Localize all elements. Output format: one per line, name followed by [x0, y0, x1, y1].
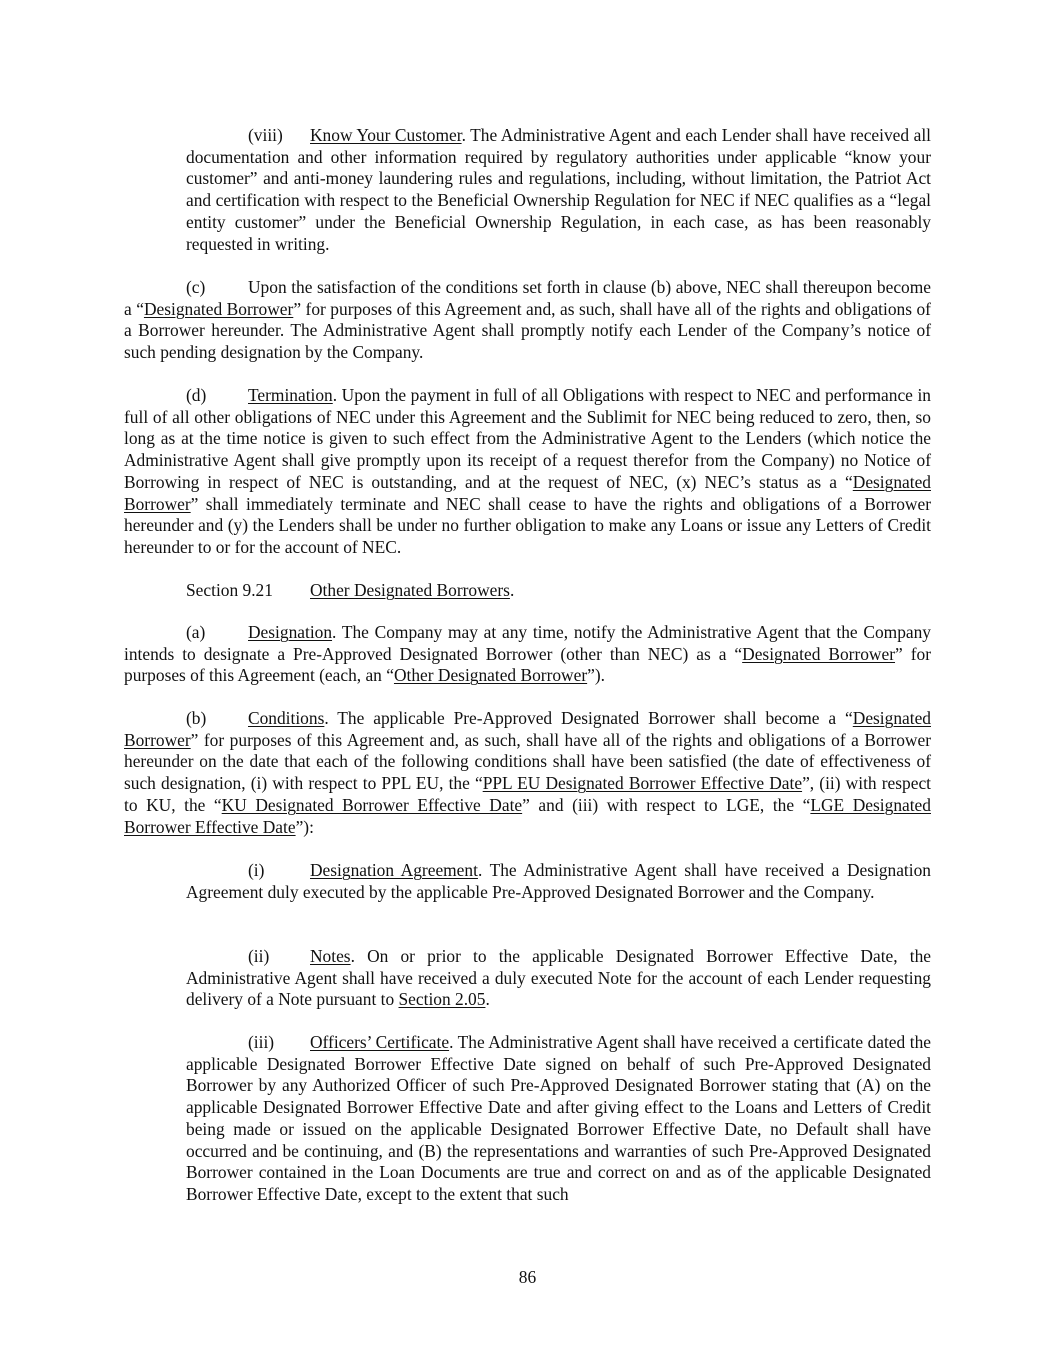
defined-term: PPL EU Designated Borrower Effective Date [482, 773, 803, 794]
clause-iii-officers-certificate [186, 1032, 931, 1206]
defined-term: Designated Borrower [143, 298, 294, 319]
clause-number: (b) [186, 708, 207, 728]
clause-heading: Designation Agreement [310, 860, 478, 880]
clause-text: . The Company may at any time, notify the Administrative Agent that the Company intends to designate a Pre-Approved Designated Borrower (other than NEC) as a “ [124, 622, 931, 664]
clause-i-designation-agreement [186, 860, 931, 903]
clause-text: . The applicable Pre-Approved Designated Borrower shall become a “ [324, 708, 853, 728]
clause-text: . Upon the payment in full of all Obligations with respect to NEC and performance in full of all other obligations of NEC under this Agreement and the Sublimit for NEC being reduced to zero, then, so long as at the time notice is given to such effect from the Administrative Agent to the Lenders (which notice the Administrative Agent shall give promptly upon its receipt of a request therefor from the Company) no Notice of Borrowing in respect of NEC is outstanding, and at the request of NEC, (x) NEC’s status as a “ [124, 385, 931, 492]
clause-number: (a) [186, 622, 206, 642]
defined-term: KU Designated Borrower Effective Date [221, 794, 523, 815]
clause-number: (c) [186, 277, 206, 297]
clause-text: ”): [295, 816, 314, 837]
defined-term: Designated Borrower [124, 471, 931, 514]
clause-text: ” for purposes of this Agreement (each, an “ [124, 643, 931, 686]
clause-d-termination [124, 385, 931, 559]
clause-text: . The Administrative Agent shall have received a Designation Agreement duly executed by the applicable Pre-Approved Designated Borrower and the Company. [186, 860, 931, 902]
clause-viii-know-your-customer [186, 125, 931, 255]
clause-number: (ii) [248, 946, 270, 966]
clause-text: ” for purposes of this Agreement and, as such, shall have all of the rights and obligations of a Borrower hereunder on the date that each of the following conditions shall have been satisfied (the date of effectiveness of such designation, (i) with respect to PPL EU, the “ [124, 729, 931, 794]
page-number: 86 [518, 1267, 537, 1287]
clause-ii-notes [186, 946, 931, 1011]
section-number: Section 9.21 [186, 580, 273, 600]
section-9-21-heading [124, 580, 931, 602]
clause-heading: Conditions [248, 708, 325, 728]
section-reference: Section 2.05 [398, 989, 486, 1010]
section-title-period: . [509, 580, 515, 600]
clause-text: . The Administrative Agent and each Lender shall have received all documentation and other information required by regulatory authorities under applicable “know your customer” and anti-money laundering rules and regulations, including, without limitation, the Patriot Act and certification with respect to the Beneficial Ownership Regulation for NEC if NEC qualifies as a “legal entity customer” under the Beneficial Ownership Regulation, in each case, as has been reasonably requested in writing. [186, 125, 931, 254]
clause-number: (viii) [248, 125, 283, 145]
clause-text: ” shall immediately terminate and NEC shall cease to have the rights and obligations of a Borrower hereunder and (y) the Lenders shall be under no further obligation to make any Loans or issue any Letters of Credit hereunder to or for the account of NEC. [124, 493, 931, 557]
clause-text: ” and (iii) with respect to LGE, the “ [522, 794, 811, 815]
clause-text: ” for purposes of this Agreement and, as such, shall have all of the rights and obligations of a Borrower hereunder. The Administrative Agent shall promptly notify each Lender of the Company’s notice of such pending designation by the Company. [124, 298, 931, 363]
clause-heading: Termination [248, 385, 333, 405]
clause-number: (iii) [248, 1032, 275, 1052]
clause-c-designated-borrower [124, 277, 931, 364]
defined-term: Other Designated Borrower [393, 665, 588, 686]
clause-heading: Know Your Customer [310, 125, 462, 145]
clause-heading: Notes [310, 946, 351, 966]
clause-number: (d) [186, 385, 207, 405]
defined-term: Designated Borrower [124, 708, 931, 750]
clause-text: Upon the satisfaction of the conditions set forth in clause (b) above, NEC shall thereupon become a “ [124, 277, 931, 319]
clause-heading: Officers’ Certificate [310, 1032, 450, 1052]
clause-text: . [485, 989, 490, 1010]
defined-term: Designated Borrower [742, 643, 896, 664]
defined-term: LGE Designated Borrower Effective Date [124, 794, 931, 837]
clause-text: . The Administrative Agent shall have received a certificate dated the applicable Designated Borrower Effective Date signed on behalf of such Pre-Approved Designated Borrower by any Authorized Officer of such Pre-Approved Designated Borrower stating that (A) on the applicable Designated Borrower Effective Date and after giving effect to the Loans and Letters of Credit being made or issued on the applicable Designated Borrower Effective Date, no Default shall have occurred and be continuing, and (B) the representations and warranties of such Pre-Approved Designated Borrower contained in the Loan Documents are true and correct on and as of the applicable Designated Borrower Effective Date, except to the extent that such [186, 1032, 931, 1204]
clause-heading: Designation [248, 622, 333, 642]
clause-a-designation [124, 622, 931, 687]
clause-number: (i) [248, 860, 265, 880]
clause-b-conditions [124, 708, 931, 838]
clause-text: ”). [587, 665, 605, 686]
section-title: Other Designated Borrowers [310, 580, 510, 600]
clause-text: ”, (ii) with respect to KU, the “ [124, 773, 931, 815]
clause-text: . On or prior to the applicable Designated Borrower Effective Date, the Administrative Agent shall have received a duly executed Note for the account of each Lender requesting delivery of a Note pursuant to [186, 946, 931, 1010]
